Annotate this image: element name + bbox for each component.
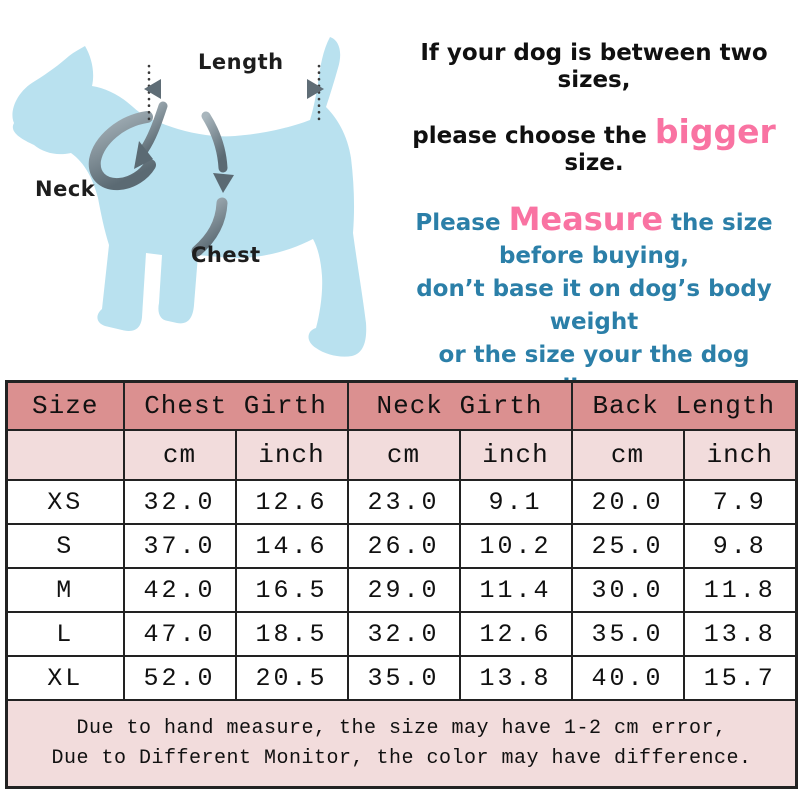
header-back-length: Back Length: [572, 382, 797, 431]
unit-cm: cm: [124, 430, 236, 480]
value-cell: 29.0: [348, 568, 460, 612]
value-cell: 42.0: [124, 568, 236, 612]
note-line-1: Due to hand measure, the size may have 1-2 cm error,: [76, 716, 727, 740]
unit-inch: inch: [236, 430, 348, 480]
value-cell: 13.8: [684, 612, 797, 656]
measure-line-4: or the size your the dog: [438, 342, 750, 368]
table-note-row: [7, 700, 797, 788]
table-row-xl: [7, 656, 797, 700]
value-cell: 14.6: [236, 524, 348, 568]
value-cell: 11.8: [684, 568, 797, 612]
value-cell: 32.0: [348, 612, 460, 656]
value-cell: 35.0: [572, 612, 684, 656]
table-row-m: [7, 568, 797, 612]
value-cell: 12.6: [236, 480, 348, 524]
neck-label: Neck: [35, 177, 96, 201]
note-cell: [7, 700, 797, 788]
bigger-highlight: bigger: [654, 112, 776, 151]
value-cell: 16.5: [236, 568, 348, 612]
header-neck-girth: Neck Girth: [348, 382, 572, 431]
table-row-l: [7, 612, 797, 656]
value-cell: 15.7: [684, 656, 797, 700]
value-cell: 52.0: [124, 656, 236, 700]
instruction-line-2: [388, 112, 800, 177]
value-cell: 32.0: [124, 480, 236, 524]
table-row-xs: [7, 480, 797, 524]
value-cell: 26.0: [348, 524, 460, 568]
value-cell: 47.0: [124, 612, 236, 656]
unit-cm: cm: [348, 430, 460, 480]
measure-advice-block: [388, 200, 800, 405]
value-cell: 13.8: [460, 656, 572, 700]
note-line-2: Due to Different Monitor, the color may have difference.: [51, 746, 752, 770]
empty-cell: [7, 430, 124, 480]
size-cell: L: [7, 612, 124, 656]
size-cell: M: [7, 568, 124, 612]
size-cell: XS: [7, 480, 124, 524]
table-units-row: [7, 430, 797, 480]
value-cell: 37.0: [124, 524, 236, 568]
measure-line-1: [388, 200, 800, 240]
measure-highlight: Measure: [508, 200, 664, 238]
size-cell: S: [7, 524, 124, 568]
instruction-line-2-after: size.: [564, 150, 624, 176]
unit-cm: cm: [572, 430, 684, 480]
value-cell: 35.0: [348, 656, 460, 700]
table-row-s: [7, 524, 797, 568]
chest-label: Chest: [191, 243, 261, 267]
measure-line-3: don’t base it on dog’s body weight: [416, 276, 772, 335]
instructions-block: [388, 40, 800, 405]
value-cell: 40.0: [572, 656, 684, 700]
length-label: Length: [198, 50, 284, 74]
header-size: Size: [7, 382, 124, 431]
size-cell: XL: [7, 656, 124, 700]
size-chart-section: [5, 380, 798, 789]
unit-inch: inch: [460, 430, 572, 480]
measure-before: Please: [415, 210, 509, 236]
value-cell: 9.1: [460, 480, 572, 524]
value-cell: 20.5: [236, 656, 348, 700]
value-cell: 10.2: [460, 524, 572, 568]
value-cell: 9.8: [684, 524, 797, 568]
value-cell: 18.5: [236, 612, 348, 656]
unit-inch: inch: [684, 430, 797, 480]
header-chest-girth: Chest Girth: [124, 382, 348, 431]
measure-after: the size: [663, 210, 773, 236]
instruction-line-2-before: please choose the: [412, 123, 655, 149]
value-cell: 25.0: [572, 524, 684, 568]
measure-line-2: before buying,: [498, 243, 690, 269]
value-cell: 23.0: [348, 480, 460, 524]
length-arrowhead-left-icon: [144, 79, 161, 99]
value-cell: 12.6: [460, 612, 572, 656]
instruction-line-1: If your dog is between two sizes,: [420, 40, 768, 93]
value-cell: 7.9: [684, 480, 797, 524]
value-cell: 11.4: [460, 568, 572, 612]
size-chart-table: [5, 380, 798, 789]
value-cell: 30.0: [572, 568, 684, 612]
table-header-row: [7, 382, 797, 431]
value-cell: 20.0: [572, 480, 684, 524]
